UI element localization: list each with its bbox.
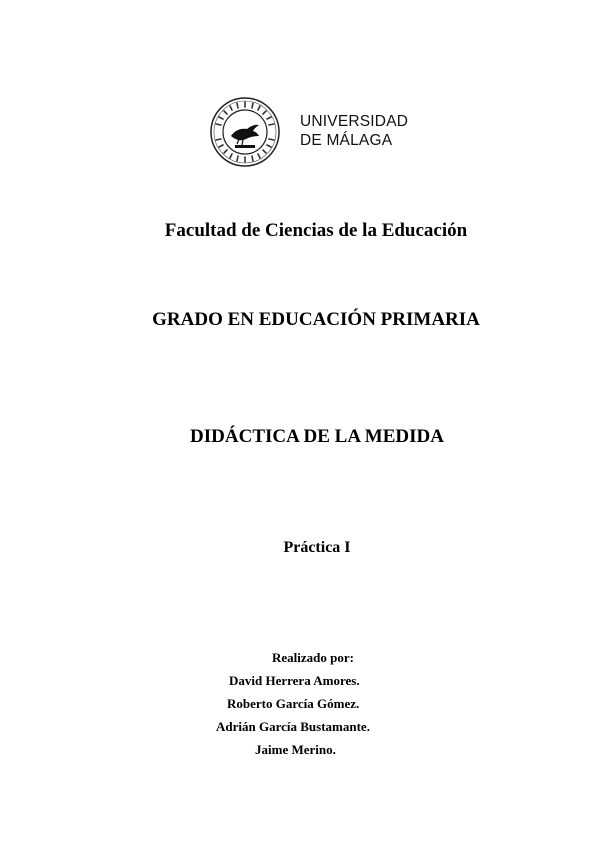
- author-name: Jaime Merino.: [255, 742, 336, 757]
- subject-title: DIDÁCTICA DE LA MEDIDA: [190, 426, 444, 447]
- practice-title: Práctica I: [283, 539, 351, 556]
- degree-title: GRADO EN EDUCACIÓN PRIMARIA: [152, 309, 480, 330]
- author-name: Roberto García Gómez.: [227, 696, 360, 711]
- authors-heading: Realizado por:: [272, 650, 354, 665]
- author-name: David Herrera Amores.: [229, 673, 360, 688]
- author-name: Adrián García Bustamante.: [216, 719, 370, 734]
- university-name-line1: UNIVERSIDAD: [300, 113, 409, 130]
- university-name-line2: DE MÁLAGA: [300, 132, 393, 149]
- university-seal-icon: [209, 96, 281, 168]
- university-name: [300, 112, 408, 150]
- faculty-title: Facultad de Ciencias de la Educación: [164, 220, 468, 241]
- university-logo: [209, 96, 409, 168]
